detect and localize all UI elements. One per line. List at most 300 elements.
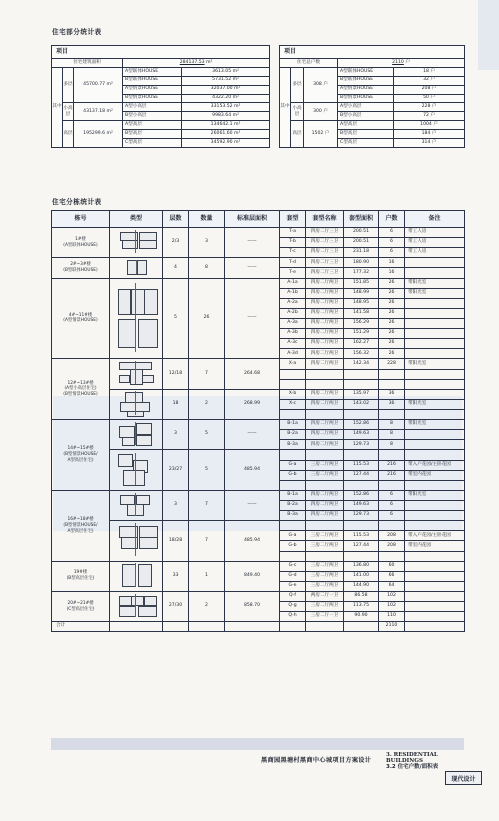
floorplan-thumbnail: [117, 230, 154, 253]
unit-name: 四房二厅两卫: [306, 490, 344, 500]
unit-area: 156.32: [344, 349, 379, 359]
unit-code: [280, 450, 306, 460]
total-value: 2110: [392, 59, 404, 65]
quantity-value: 2: [189, 389, 225, 419]
project-title: 黑商园黑塘村黑商中心城项目方案设计: [261, 757, 372, 764]
column-header: 数量: [189, 211, 225, 228]
unit-note: [405, 298, 465, 308]
building-label: 20#~21#楼 (C型高层住宅): [52, 591, 110, 621]
unit-note: 带阳光室: [405, 288, 465, 298]
company-logo: 现代设计: [445, 771, 482, 785]
unit-area: [344, 369, 379, 379]
unit-note: 带阳光室: [405, 490, 465, 500]
unit-note: [405, 480, 465, 490]
unit-code: B-2a: [280, 500, 306, 510]
unit-code: A-3b: [280, 329, 306, 339]
unit-area: [344, 379, 379, 389]
type-name: A型高层: [123, 121, 182, 130]
type-name: A型高层: [338, 121, 394, 130]
unit-code: A-1b: [280, 288, 306, 298]
unit-code: [280, 369, 306, 379]
unit-code: A-3a: [280, 318, 306, 328]
unit-name: [306, 551, 344, 561]
unit-households: 26: [379, 298, 405, 308]
unit-name: [306, 409, 344, 419]
unit-households: 110: [379, 612, 405, 622]
unit-households: 228: [379, 359, 405, 369]
unit-name: 四房二厅两卫: [306, 288, 344, 298]
unit-name: 四房二厅两卫: [306, 329, 344, 339]
unit-households: [379, 379, 405, 389]
unit-code: G-c: [280, 561, 306, 571]
unit-households: 6: [379, 248, 405, 258]
group-name: 小高层: [291, 103, 304, 121]
quantity-value: 3: [189, 228, 225, 258]
unit-code: G-b: [280, 541, 306, 551]
floors-value: 23/27: [163, 450, 189, 490]
unit-households: 6: [379, 238, 405, 248]
unit-code: X-c: [280, 399, 306, 409]
standard-floor-area: 268.99: [225, 389, 280, 419]
floors-value: 18: [163, 389, 189, 419]
unit-name: [306, 480, 344, 490]
unit-code: B-3a: [280, 440, 306, 450]
side-label: 其中: [280, 67, 291, 147]
type-value: 33153.52 m²: [182, 103, 270, 112]
floors-value: 2/3: [163, 228, 189, 258]
quantity-value: 7: [189, 490, 225, 520]
unit-code: A-1a: [280, 278, 306, 288]
unit-name: [306, 379, 344, 389]
unit-code: B-2a: [280, 430, 306, 440]
floorplan-thumbnail: [125, 260, 148, 274]
unit-code: T-e: [280, 268, 306, 278]
unit-code: G-a: [280, 460, 306, 470]
summary-households-table: [279, 45, 465, 148]
unit-note: [405, 450, 465, 460]
standard-floor-area: ——: [225, 490, 280, 520]
type-name: B型联体HOUSE: [338, 76, 394, 85]
column-header: 类型: [110, 211, 163, 228]
standard-floor-area: 485.94: [225, 450, 280, 490]
type-name: B型情景HOUSE: [338, 94, 394, 103]
detail-title: 住宅分栋统计表: [52, 198, 102, 206]
total-unit: m²: [206, 59, 213, 65]
unit-households: 26: [379, 339, 405, 349]
type-value: 32037.00 m²: [182, 85, 270, 94]
type-value: 314 户: [394, 139, 465, 148]
unit-households: 26: [379, 288, 405, 298]
building-label: 2#~3#楼 (B型联体HOUSE): [52, 258, 110, 278]
unit-name: 四房二厅两卫: [306, 278, 344, 288]
type-value: 134642.1 m²: [182, 121, 270, 130]
floorplan-thumbnail: [116, 283, 156, 352]
group-total: 43137.18 m²: [74, 103, 123, 121]
group-name: 高层: [291, 121, 304, 148]
unit-name: 四房二厅两卫: [306, 511, 344, 521]
unit-note: [405, 440, 465, 450]
total-households: 2110: [379, 622, 405, 632]
unit-area: 149.63: [344, 430, 379, 440]
unit-name: 四房二厅两卫: [306, 339, 344, 349]
column-header: 栋号: [52, 211, 110, 228]
type-name: B型高层: [123, 130, 182, 139]
unit-code: X-a: [280, 359, 306, 369]
unit-note: 带阳光室: [405, 399, 465, 409]
unit-note: [405, 318, 465, 328]
column-header: 套型: [280, 211, 306, 228]
empty-cell: [110, 622, 163, 632]
unit-households: 8: [379, 440, 405, 450]
total-value-cell: [338, 59, 465, 68]
quantity-value: 7: [189, 359, 225, 389]
unit-note: [405, 349, 465, 359]
type-value: 9983.64 m²: [182, 112, 270, 121]
type-name: B型联体HOUSE: [123, 76, 182, 85]
summary-area-table: [51, 45, 270, 148]
unit-note: [405, 571, 465, 581]
type-name: C型高层: [338, 139, 394, 148]
unit-households: 26: [379, 278, 405, 288]
type-value: 26061.60 m²: [182, 130, 270, 139]
floorplan-thumbnail: [117, 594, 154, 617]
floorplan-cell: [110, 258, 163, 278]
unit-area: 127.44: [344, 470, 379, 480]
type-name: A型联体HOUSE: [123, 67, 182, 76]
unit-households: 102: [379, 602, 405, 612]
unit-area: 180.90: [344, 258, 379, 268]
unit-area: 127.44: [344, 541, 379, 551]
unit-name: 两房二厅一卫: [306, 591, 344, 601]
unit-households: [379, 551, 405, 561]
footer-band: [51, 738, 464, 750]
unit-code: T-d: [280, 258, 306, 268]
unit-households: [379, 450, 405, 460]
unit-area: 115.53: [344, 460, 379, 470]
floors-value: 18/28: [163, 521, 189, 561]
unit-name: 四房二厅两卫: [306, 389, 344, 399]
building-label: 14#~15#楼 (B型情景HOUSE/ A型高层住宅): [52, 420, 110, 491]
unit-name: 三房二厅两卫: [306, 541, 344, 551]
type-name: A型小高层: [123, 103, 182, 112]
unit-note: [405, 581, 465, 591]
standard-floor-area: 264.68: [225, 359, 280, 389]
unit-households: 216: [379, 470, 405, 480]
unit-area: 151.85: [344, 278, 379, 288]
unit-households: 64: [379, 581, 405, 591]
unit-area: 113.75: [344, 602, 379, 612]
unit-area: [344, 409, 379, 419]
unit-note: [405, 500, 465, 510]
unit-name: 四房二厅两卫: [306, 308, 344, 318]
unit-area: 152.86: [344, 420, 379, 430]
unit-area: 136.80: [344, 561, 379, 571]
unit-name: 四房二厅三卫: [306, 248, 344, 258]
group-name: 小高层: [63, 103, 74, 121]
unit-name: 三房二厅两卫: [306, 531, 344, 541]
unit-area: 152.86: [344, 490, 379, 500]
unit-area: 156.29: [344, 318, 379, 328]
unit-name: 四房二厅两卫: [306, 359, 344, 369]
unit-code: G-a: [280, 531, 306, 541]
group-total: 300 户: [304, 103, 338, 121]
unit-households: [379, 480, 405, 490]
type-value: 208 户: [394, 85, 465, 94]
total-value-cell: [123, 59, 270, 68]
type-value: 184 户: [394, 130, 465, 139]
floors-value: 5: [163, 278, 189, 359]
type-value: 32 户: [394, 76, 465, 85]
unit-area: 148.99: [344, 288, 379, 298]
unit-area: 141.00: [344, 571, 379, 581]
type-name: B型小高层: [123, 112, 182, 121]
unit-name: 四房二厅三卫: [306, 238, 344, 248]
type-name: A型情景HOUSE: [123, 85, 182, 94]
unit-area: 129.73: [344, 440, 379, 450]
type-value: 72 户: [394, 112, 465, 121]
floors-value: 27/30: [163, 591, 189, 621]
standard-floor-area: ——: [225, 278, 280, 359]
unit-name: 三房二厅两卫: [306, 561, 344, 571]
column-header: 户数: [379, 211, 405, 228]
unit-note: [405, 511, 465, 521]
column-header: 层数: [163, 211, 189, 228]
unit-note: 带室内花园: [405, 541, 465, 551]
unit-code: A-3d: [280, 349, 306, 359]
unit-note: [405, 430, 465, 440]
floorplan-cell: [110, 420, 163, 450]
unit-households: 26: [379, 329, 405, 339]
column-header: 套型名称: [306, 211, 344, 228]
unit-name: 四房二厅两卫: [306, 440, 344, 450]
unit-area: 177.32: [344, 268, 379, 278]
unit-name: 三房二厅两卫: [306, 460, 344, 470]
unit-code: B-1a: [280, 490, 306, 500]
unit-households: 36: [379, 399, 405, 409]
unit-households: 60: [379, 561, 405, 571]
standard-floor-area: 849.40: [225, 561, 280, 591]
unit-note: [405, 369, 465, 379]
unit-area: 231.18: [344, 248, 379, 258]
type-value: 228 户: [394, 103, 465, 112]
unit-households: [379, 369, 405, 379]
floors-value: 12/18: [163, 359, 189, 389]
unit-name: 三房二厅两卫: [306, 470, 344, 480]
group-name: 多层: [63, 67, 74, 103]
unit-area: 143.02: [344, 399, 379, 409]
unit-area: 151.29: [344, 329, 379, 339]
unit-note: [405, 308, 465, 318]
quantity-value: 5: [189, 450, 225, 490]
unit-note: 带工人房: [405, 238, 465, 248]
unit-note: [405, 561, 465, 571]
total-label: 住宅建筑面积: [52, 59, 123, 68]
floors-value: 33: [163, 561, 189, 591]
unit-note: [405, 521, 465, 531]
unit-name: [306, 369, 344, 379]
floorplan-cell: [110, 278, 163, 359]
unit-note: [405, 602, 465, 612]
unit-households: 16: [379, 268, 405, 278]
quantity-value: 7: [189, 521, 225, 561]
type-value: 5731.52 m²: [182, 76, 270, 85]
building-label: 19#楼 (B型高层住宅): [52, 561, 110, 591]
unit-area: 129.73: [344, 511, 379, 521]
type-name: A型联体HOUSE: [338, 67, 394, 76]
type-name: B型高层: [338, 130, 394, 139]
empty-cell: [225, 622, 280, 632]
unit-note: [405, 379, 465, 389]
quantity-value: 1: [189, 561, 225, 591]
unit-code: Q-g: [280, 602, 306, 612]
unit-code: [280, 379, 306, 389]
unit-area: [344, 551, 379, 561]
empty-cell: [189, 622, 225, 632]
type-value: 18 户: [394, 67, 465, 76]
group-total: 45700.77 m²: [74, 67, 123, 103]
unit-name: 四房二厅三卫: [306, 268, 344, 278]
type-name: B型小高层: [338, 112, 394, 121]
section-title-en: 3. RESIDENTIAL BUILDINGS: [386, 752, 438, 764]
summary-title: 住宅部分统计表: [52, 28, 102, 36]
floorplan-thumbnail: [117, 493, 154, 516]
unit-area: 141.58: [344, 308, 379, 318]
footer-bar: [51, 738, 464, 778]
unit-code: X-b: [280, 389, 306, 399]
floorplan-cell: [110, 228, 163, 258]
standard-floor-area: 858.70: [225, 591, 280, 621]
type-value: 34592.90 m²: [182, 139, 270, 148]
type-value: 3613.05 m²: [182, 67, 270, 76]
type-value: 4322.20 m²: [182, 94, 270, 103]
unit-name: 三房二厅一卫: [306, 612, 344, 622]
unit-code: Q-h: [280, 612, 306, 622]
type-name: A型小高层: [338, 103, 394, 112]
standard-floor-area: ——: [225, 420, 280, 450]
unit-note: 带阳光室: [405, 420, 465, 430]
unit-households: 6: [379, 500, 405, 510]
unit-area: [344, 521, 379, 531]
unit-households: 16: [379, 258, 405, 268]
type-name: B型情景HOUSE: [123, 94, 182, 103]
group-name: 多层: [291, 67, 304, 103]
unit-area: 135.97: [344, 389, 379, 399]
type-value: 1004 户: [394, 121, 465, 130]
unit-households: 6: [379, 490, 405, 500]
unit-note: 带阳光室: [405, 359, 465, 369]
unit-households: 26: [379, 318, 405, 328]
header-cell: 项目: [280, 46, 465, 59]
unit-note: [405, 339, 465, 349]
building-label: 1#楼 (A型联体HOUSE): [52, 228, 110, 258]
unit-households: 8: [379, 420, 405, 430]
unit-code: B-3a: [280, 511, 306, 521]
floorplan-cell: [110, 490, 163, 520]
unit-name: 四房二厅三卫: [306, 228, 344, 238]
unit-area: 86.58: [344, 591, 379, 601]
floorplan-thumbnail: [117, 361, 154, 384]
building-detail-table: [51, 210, 465, 632]
unit-area: 149.63: [344, 500, 379, 510]
unit-area: 162.27: [344, 339, 379, 349]
total-label: 合计: [52, 622, 110, 632]
standard-floor-area: ——: [225, 258, 280, 278]
floors-value: 3: [163, 420, 189, 450]
unit-code: T-b: [280, 238, 306, 248]
unit-note: [405, 612, 465, 622]
unit-code: T-c: [280, 248, 306, 258]
column-header: 套型面积: [344, 211, 379, 228]
unit-households: [379, 409, 405, 419]
unit-name: 四房二厅两卫: [306, 420, 344, 430]
column-header: 备注: [405, 211, 465, 228]
type-name: C型高层: [123, 139, 182, 148]
unit-code: G-e: [280, 581, 306, 591]
unit-name: 四房二厅两卫: [306, 318, 344, 328]
empty-cell: [344, 622, 379, 632]
unit-note: 带阳光室: [405, 278, 465, 288]
group-total: 195299.6 m²: [74, 121, 123, 148]
floorplan-cell: [110, 389, 163, 419]
unit-households: 216: [379, 460, 405, 470]
unit-area: 148.95: [344, 298, 379, 308]
group-total: 1502 户: [304, 121, 338, 148]
unit-name: 四房二厅两卫: [306, 349, 344, 359]
quantity-value: 2: [189, 591, 225, 621]
unit-area: [344, 450, 379, 460]
floors-value: 3: [163, 490, 189, 520]
unit-households: 36: [379, 389, 405, 399]
floorplan-cell: [110, 521, 163, 561]
unit-code: G-d: [280, 571, 306, 581]
group-name: 高层: [63, 121, 74, 148]
unit-note: [405, 258, 465, 268]
unit-name: [306, 450, 344, 460]
unit-households: 208: [379, 541, 405, 551]
unit-households: [379, 521, 405, 531]
unit-code: G-b: [280, 470, 306, 480]
building-label: 12#~13#楼 (A型小高层住宅) (B型情景HOUSE): [52, 359, 110, 420]
floors-value: 4: [163, 258, 189, 278]
unit-note: 带入户花园/主卧花园: [405, 460, 465, 470]
unit-households: 6: [379, 511, 405, 521]
section-title-cn: 3.2 住宅户数/面积表: [386, 764, 439, 770]
unit-code: [280, 480, 306, 490]
unit-note: [405, 329, 465, 339]
unit-area: [344, 480, 379, 490]
unit-households: 26: [379, 349, 405, 359]
unit-code: [280, 409, 306, 419]
unit-name: 四房二厅两卫: [306, 399, 344, 409]
standard-floor-area: ——: [225, 228, 280, 258]
floorplan-thumbnail: [116, 453, 156, 485]
unit-households: 6: [379, 228, 405, 238]
floorplan-cell: [110, 561, 163, 591]
empty-cell: [163, 622, 189, 632]
unit-area: 115.53: [344, 531, 379, 541]
type-value: 50 户: [394, 94, 465, 103]
unit-code: A-2a: [280, 298, 306, 308]
floorplan-cell: [110, 359, 163, 389]
quantity-value: 5: [189, 420, 225, 450]
unit-households: 208: [379, 531, 405, 541]
floorplan-thumbnail: [117, 563, 154, 586]
unit-note: [405, 591, 465, 601]
unit-area: 200.51: [344, 228, 379, 238]
group-total: 308 户: [304, 67, 338, 103]
unit-area: 90.90: [344, 612, 379, 622]
unit-note: 带室内花园: [405, 470, 465, 480]
